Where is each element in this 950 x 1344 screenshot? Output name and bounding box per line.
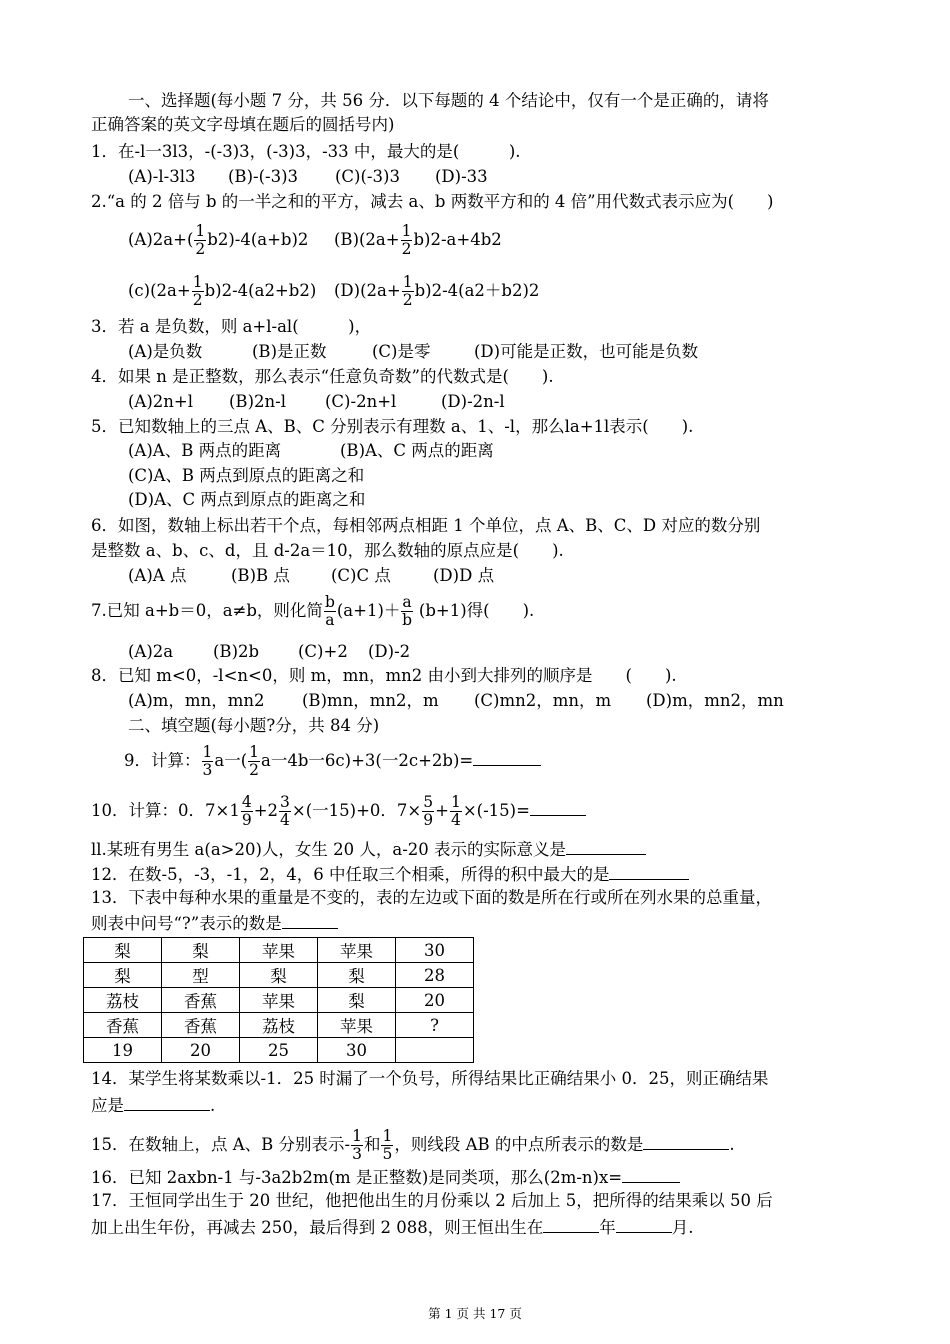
- q4-option-c: (C)-2n+l: [325, 392, 397, 411]
- q13-stem-line2: [91, 912, 338, 934]
- q10-mid2: ×(一15)+0．7×: [291, 801, 422, 820]
- fraction-den: 3: [352, 1145, 362, 1163]
- q9-mid: a一(: [214, 751, 248, 770]
- fraction-den: 2: [249, 761, 260, 779]
- fraction-den: a: [325, 611, 335, 629]
- q5-option-d: (D)A、C 两点到原点的距离之和: [128, 490, 366, 509]
- fraction-num: 5: [423, 793, 434, 811]
- fraction-num: 3: [280, 793, 290, 811]
- fraction-num: 1: [450, 793, 461, 811]
- q1-option-d: (D)-33: [435, 167, 488, 186]
- q3-option-b: (B)是正数: [252, 342, 327, 361]
- section-two-heading: 二、填空题(每小题?分，共 84 分): [128, 716, 380, 735]
- table-row: [84, 1013, 474, 1038]
- q6-stem-line1: 6．如图，数轴上标出若干个点，每相邻两点相距 1 个单位，点 A、B、C、D 对应的数分别: [91, 516, 761, 535]
- q3-option-a: (A)是负数: [128, 342, 203, 361]
- q13-stem-line1: 13．下表中每种水果的重量是不变的，表的左边或下面的数是所在行或所在列水果的总重量，: [91, 888, 772, 907]
- q10-answer-blank[interactable]: [530, 799, 586, 816]
- q3-option-c: (C)是零: [372, 342, 431, 361]
- q9-post: a一4b一6c)+3(一2c+2b)=: [261, 751, 474, 770]
- q7-pre: 7.已知 a+b＝0，a≠b，则化简: [91, 601, 323, 620]
- fraction: [450, 794, 462, 829]
- fraction-num: 1: [192, 273, 203, 291]
- q11-text: ll.某班有男生 a(a>20)人，女生 20 人，a-20 表示的实际意义是: [91, 840, 567, 859]
- q5-option-a: (A)A、B 两点的距离: [128, 441, 282, 460]
- q4-option-a: (A)2n+l: [128, 392, 194, 411]
- fraction-num: a: [402, 593, 412, 611]
- q2-stem: 2.“a 的 2 倍与 b 的一半之和的平方，减去 a、b 两数平方和的 4 倍”用代数式表示应为( ): [91, 192, 774, 211]
- q12-stem: [91, 863, 689, 885]
- q17-stem-line2: [91, 1216, 693, 1238]
- q3-option-d: (D)可能是正数，也可能是负数: [474, 342, 699, 361]
- q2-c-part2: b)2-4(a2+b2): [204, 281, 317, 300]
- q17-year-blank[interactable]: [543, 1216, 599, 1233]
- q6-option-d: (D)D 点: [433, 566, 495, 585]
- q11-stem: [91, 838, 646, 860]
- fraction-num: 4: [241, 793, 252, 811]
- fraction-num: 1: [249, 743, 260, 761]
- q16-answer-blank[interactable]: [622, 1166, 680, 1183]
- section-one-heading: 一、选择题(每小题 7 分，共 56 分．以下每题的 4 个结论中，仅有一个是正确的，请将: [128, 91, 769, 110]
- table-cell: [396, 1038, 474, 1063]
- table-cell: 梨: [84, 938, 162, 963]
- fraction-den: 9: [423, 811, 434, 829]
- fraction-num: b: [324, 593, 335, 611]
- q8-option-a: (A)m，mn，mn2: [128, 691, 265, 710]
- q15-answer-blank[interactable]: [643, 1133, 729, 1150]
- fraction: [324, 594, 336, 629]
- table-cell: 20: [396, 988, 474, 1013]
- q2-a-part1: (A)2a+(: [128, 230, 194, 249]
- table-cell: 20: [162, 1038, 240, 1063]
- q3-stem: 3．若 a 是负数，则 a+l-al( )，: [91, 317, 372, 336]
- q1-option-a: (A)-l-3l3: [128, 167, 196, 186]
- q7-stem: [91, 594, 534, 629]
- fraction-den: 2: [401, 240, 412, 258]
- table-cell: 梨: [318, 963, 396, 988]
- q7-option-d: (D)-2: [368, 642, 411, 661]
- q14-stem-line1: 14．某学生将某数乘以-1．25 时漏了一个负号，所得结果比正确结果小 0．25，则正确结果: [91, 1069, 769, 1088]
- q9-stem: [124, 744, 541, 779]
- q10-mid1: +2: [253, 801, 279, 820]
- fraction-num: 1: [352, 1127, 362, 1145]
- table-row: [84, 1038, 474, 1063]
- fraction-num: 1: [202, 743, 213, 761]
- q12-text: 12．在数-5，-3，-1，2，4，6 中任取三个相乘，所得的积中最大的是: [91, 865, 610, 884]
- q2-option-d: [334, 274, 539, 309]
- fraction: [422, 794, 434, 829]
- q7-mid: (a+1)＋: [336, 601, 401, 620]
- q5-option-b: (B)A、C 两点的距离: [340, 441, 494, 460]
- table-cell: 19: [84, 1038, 162, 1063]
- q4-option-d: (D)-2n-l: [441, 392, 505, 411]
- q5-option-c: (C)A、B 两点到原点的距离之和: [128, 466, 365, 485]
- q10-stem: [91, 794, 586, 829]
- q2-b-part1: (B)(2a+: [334, 230, 400, 249]
- fraction: [192, 274, 204, 309]
- table-cell: 荔枝: [240, 1013, 318, 1038]
- table-cell: 梨: [318, 988, 396, 1013]
- table-cell: 25: [240, 1038, 318, 1063]
- q14-text: 应是: [91, 1096, 124, 1115]
- q8-option-d: (D)m，mn2，mn: [646, 691, 784, 710]
- q9-answer-blank[interactable]: [473, 749, 541, 766]
- q7-post: (b+1)得( ).: [418, 601, 535, 620]
- q2-option-c: [128, 274, 316, 309]
- q2-a-part2: b2)-4(a+b)2: [207, 230, 309, 249]
- q4-option-b: (B)2n-l: [229, 392, 286, 411]
- table-row: [84, 963, 474, 988]
- table-cell: 香蕉: [162, 1013, 240, 1038]
- table-cell: 梨: [162, 938, 240, 963]
- section-one-heading-cont: 正确答案的英文字母填在题后的圆括号内): [91, 115, 395, 134]
- fraction: [351, 1128, 363, 1163]
- q1-option-b: (B)-(-3)3: [228, 167, 299, 186]
- table-cell: 28: [396, 963, 474, 988]
- table-row: [84, 988, 474, 1013]
- q8-stem: 8．已知 m<0，-l<n<0，则 m，mn，mn2 由小到大排列的顺序是 ( ).: [91, 666, 677, 685]
- q1-option-c: (C)(-3)3: [335, 167, 400, 186]
- fraction-den: 2: [195, 240, 206, 258]
- table-row: [84, 938, 474, 963]
- table-cell: 苹果: [240, 938, 318, 963]
- fraction: [241, 794, 253, 829]
- page-footer: 第 1 页 共 17 页: [428, 1306, 522, 1321]
- fraction-num: 1: [382, 1127, 393, 1145]
- fraction-num: 1: [402, 273, 413, 291]
- table-cell: 30: [318, 1038, 396, 1063]
- fraction: [194, 223, 206, 258]
- fraction: [279, 794, 291, 829]
- q15-pre: 15．在数轴上，点 A、B 分别表示-: [91, 1135, 351, 1154]
- q8-option-b: (B)mn，mn2，m: [302, 691, 439, 710]
- fraction: [401, 223, 413, 258]
- q7-option-b: (B)2b: [213, 642, 260, 661]
- q11-answer-blank[interactable]: [566, 838, 646, 855]
- q1-stem: 1．在-l一3l3，-(-3)3，(-3)3，-33 中，最大的是( ).: [91, 142, 521, 161]
- q2-c-part1: (c)(2a+: [128, 281, 191, 300]
- q17-year-label: 年: [599, 1218, 616, 1237]
- table-cell: 梨: [240, 963, 318, 988]
- table-cell: 梨: [84, 963, 162, 988]
- fraction-den: 3: [202, 761, 213, 779]
- q15-post: ，则线段 AB 的中点所表示的数是: [394, 1135, 644, 1154]
- fraction: [402, 274, 414, 309]
- q6-option-b: (B)B 点: [231, 566, 290, 585]
- fraction-num: 1: [401, 222, 412, 240]
- fraction-den: 2: [402, 291, 413, 309]
- q13-text: 则表中问号“?”表示的数是: [91, 914, 282, 933]
- fraction: [401, 594, 412, 629]
- q2-option-b: [334, 223, 502, 258]
- table-cell: 荔枝: [84, 988, 162, 1013]
- q8-option-c: (C)mn2，mn，m: [474, 691, 612, 710]
- q2-d-part2: b)2-4(a2＋b2)2: [414, 281, 540, 300]
- q7-option-a: (A)2a: [128, 642, 174, 661]
- fraction-den: 4: [450, 811, 461, 829]
- q13-answer-blank[interactable]: [282, 912, 338, 929]
- q6-option-c: (C)C 点: [331, 566, 391, 585]
- q6-stem-line2: 是整数 a、b、c、d，且 d-2a＝10，那么数轴的原点应是( ).: [91, 541, 564, 560]
- fraction-num: 1: [195, 222, 206, 240]
- fraction: [381, 1128, 393, 1163]
- fraction: [202, 744, 214, 779]
- q14-stem-line2: 应是 .: [91, 1096, 216, 1115]
- q10-post: ×(-15)=: [462, 801, 530, 820]
- q5-stem: 5．已知数轴上的三点 A、B、C 分别表示有理数 a、1、-l，那么la+1l表示( ).: [91, 417, 694, 436]
- fraction-den: 5: [382, 1145, 393, 1163]
- q15-stem: 15．在数轴上，点 A、B 分别表示- $\frac{1}{3}$ 和 $\frac{1}{5}$ ，则线段 AB 的中点所表示的数是 .: [91, 1127, 735, 1163]
- table-cell: 苹果: [240, 988, 318, 1013]
- table-cell: 苹果: [318, 938, 396, 963]
- q2-b-part2: b)2-a+4b2: [413, 230, 502, 249]
- fraction-den: 2: [192, 291, 203, 309]
- table-cell: 苹果: [318, 1013, 396, 1038]
- q16-text: 16．已知 2axbn-1 与-3a2b2m(m 是正整数)是同类项，那么(2m-n)x=: [91, 1168, 623, 1187]
- table-cell: 型: [162, 963, 240, 988]
- q12-answer-blank[interactable]: [609, 863, 689, 880]
- fraction-den: b: [402, 611, 413, 629]
- q16-stem: [91, 1166, 680, 1188]
- q14-answer-blank[interactable]: [124, 1094, 210, 1111]
- q7-option-c: (C)+2: [298, 642, 348, 661]
- q10-pre: 10．计算：0．7×1: [91, 801, 240, 820]
- q17-month-label: 月.: [671, 1218, 694, 1237]
- table-cell: 香蕉: [84, 1013, 162, 1038]
- q17-text: 加上出生年份，再减去 250，最后得到 2 088，则王恒出生在: [91, 1218, 544, 1237]
- fraction-den: 9: [241, 811, 252, 829]
- fruit-weight-table: [83, 937, 474, 1063]
- q2-option-a: [128, 223, 308, 258]
- q17-stem-line1: 17．王恒同学出生于 20 世纪，他把他出生的月份乘以 2 后加上 5，把所得的结果乘以 50 后: [91, 1191, 773, 1210]
- fraction-den: 4: [280, 811, 290, 829]
- q6-option-a: (A)A 点: [128, 566, 187, 585]
- q4-stem: 4．如果 n 是正整数，那么表示“任意负奇数”的代数式是( ).: [91, 367, 554, 386]
- table-cell: 香蕉: [162, 988, 240, 1013]
- q15-mid: 和: [363, 1135, 381, 1154]
- table-cell: ?: [396, 1013, 474, 1038]
- q10-mid3: +: [435, 801, 449, 820]
- q17-month-blank[interactable]: [616, 1216, 672, 1233]
- table-cell: 30: [396, 938, 474, 963]
- q9-pre: 9．计算：: [124, 751, 201, 770]
- fraction: [248, 744, 260, 779]
- q2-d-part1: (D)(2a+: [334, 281, 401, 300]
